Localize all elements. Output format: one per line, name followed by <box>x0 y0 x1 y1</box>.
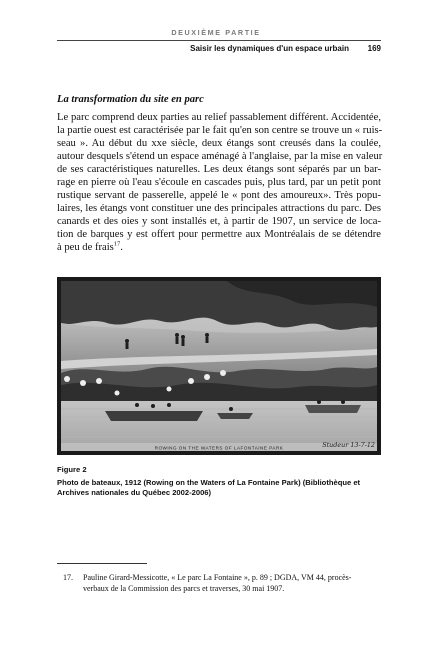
running-head <box>57 44 381 56</box>
postcard-caption: ROWING ON THE WATERS OF LAFONTAINE PARK <box>154 445 284 451</box>
paragraph-line: rage en pierre où l'eau s'écoule en cascades puis, plus tard, par un petit pont <box>57 177 381 189</box>
paragraph-line: la partie ouest est caractérisée par le fait qu'en son centre se trouve un « ruis- <box>57 125 383 137</box>
footnote-reference: 17 <box>113 240 121 248</box>
footnote-text <box>83 573 381 594</box>
figure-photo <box>57 277 381 455</box>
running-title: Saisir les dynamiques d'un espace urbain <box>190 44 349 53</box>
paragraph-line: Le parc comprend deux parties au relief passablement différent. Accidentée, <box>57 112 381 123</box>
paragraph-line: de ses caractéristiques naturelles. Les deux étangs sont séparés par un bar- <box>57 164 381 176</box>
part-title: DEUXIÈME PARTIE <box>171 28 261 37</box>
figure-caption <box>57 478 381 498</box>
figure-caption-line: Photo de bateaux, 1912 (Rowing on the Waters of La Fontaine Park) (Bibliothèque et <box>57 478 361 487</box>
paragraph-end-punctuation: . <box>120 242 123 254</box>
footnote-line: verbaux de la Commission des parcs et traverses, 30 mai 1907. <box>83 583 285 593</box>
paragraph-last-line <box>57 241 381 254</box>
footnote-rule <box>57 563 147 564</box>
paragraph-line: à peu de frais <box>57 242 114 254</box>
handwritten-note: Studeur 13-7-12 <box>322 441 375 449</box>
paragraph-line: seau ». Au début du xxe siècle, deux étangs sont creusés dans la coulée, <box>57 138 381 150</box>
page-number: 169 <box>367 44 381 53</box>
paragraph-line: tion de barques y est offert pour permettre aux Montréalais de se détendre <box>57 229 381 241</box>
section-title: La transformation du site en parc <box>57 94 204 105</box>
footnote-number: 17. <box>63 573 73 582</box>
header-rule <box>57 40 381 41</box>
paragraph-line: rustique servant de passerelle, appelé le « pont des amoureux». Très popu- <box>57 190 381 202</box>
figure-caption-line: Archives nationales du Québec 2002-2006) <box>57 488 212 498</box>
figure-label: Figure 2 <box>57 465 87 474</box>
paragraph-line: laires, les étangs vont constituer une des principales attractions du parc. Des <box>57 203 381 215</box>
paragraph-line: canards et des oies y sont installés et, à partir de 1907, un service de loca- <box>57 216 381 228</box>
footnote-line: Pauline Girard-Messicotte, « Le parc La Fontaine », p. 89 ; DGDA, VM 44, procès- <box>83 573 352 582</box>
body-paragraph <box>57 111 381 255</box>
paragraph-line: autour desquels s'étend un espace aménagé à l'anglaise, par la mise en valeur <box>57 151 383 163</box>
